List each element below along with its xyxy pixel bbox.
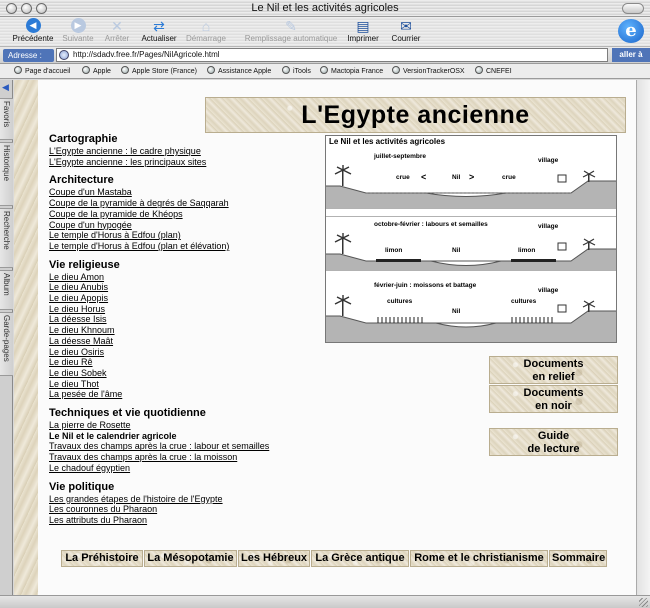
favorite-label: iTools [293,68,311,75]
tab-recherche[interactable] [0,208,13,268]
toc-link[interactable]: Coupe de la pyramide de Khéops [49,208,183,219]
button-label: Guide [537,430,570,442]
autofill-icon: ✎ [285,18,297,34]
toc-link[interactable]: Le dieu Osiris [49,346,105,357]
favorites-bar [0,64,650,79]
button-label: Documents [523,358,584,370]
diagram-label: limon [518,247,536,254]
resize-grip-icon[interactable] [639,598,648,607]
refresh-label: Actualiser [141,34,177,43]
toc-link[interactable]: Le dieu Rê [49,357,93,368]
section-title: Architecture [49,174,114,187]
nav-prehistoire[interactable]: La Préhistoire [61,550,143,567]
favorite-globe-icon [392,66,400,74]
nile-diagram [325,135,617,343]
diagram-label: limon [385,247,403,254]
toc-link[interactable]: Le dieu Thot [49,378,99,389]
browser-toolbar [0,17,650,46]
forward-label: Suivante [62,34,94,43]
forward-arrow-icon: ▶ [71,18,86,33]
button-label: en noir [535,400,572,412]
documents-relief-button[interactable] [489,356,618,384]
toc-link[interactable]: Le chadouf égyptien [49,462,131,473]
diagram-label: village [538,223,559,230]
back-arrow-icon: ◀ [26,18,41,33]
explorer-bar-toggle-icon[interactable]: ◀ [2,82,9,92]
favorite-link[interactable] [392,66,465,75]
back-label: Précédente [12,34,54,43]
diagram-arrow: < [421,172,427,182]
toc-link[interactable]: La pesée de l'âme [49,389,123,400]
print-label: Imprimer [347,34,379,43]
button-label: en relief [532,371,575,383]
go-button[interactable]: aller à [612,48,650,62]
toc-link[interactable]: Le dieu Amon [49,271,105,282]
explorer-side-tabs [0,80,13,595]
address-label: Adresse : [3,49,54,62]
season-label: juillet-septembre [374,153,427,160]
page-banner: L'Egypte ancienne [205,97,626,133]
toc-link[interactable]: L'Egypte ancienne : les principaux sites [49,156,207,167]
diagram-label: crue [396,174,410,181]
favorite-globe-icon [121,66,129,74]
favorite-link[interactable] [475,66,512,75]
toc-link[interactable]: Le dieu Apopis [49,293,109,304]
toc-link[interactable]: Les attributs du Pharaon [49,514,148,525]
nav-rome-christianisme[interactable]: Rome et le christianisme [410,550,548,567]
toc-link[interactable]: Travaux des champs après la crue : la moisson [49,452,238,463]
season-label: octobre-février : labours et semailles [374,221,488,228]
toc-link[interactable]: Le dieu Horus [49,303,106,314]
toc-link[interactable]: L'Egypte ancienne : le cadre physique [49,146,201,156]
diagram-label: village [538,157,559,164]
diagram-label: cultures [387,298,413,305]
favorite-globe-icon [82,66,90,74]
section-title: Vie politique [49,480,115,493]
autofill-button[interactable] [242,18,340,43]
favorite-link[interactable] [82,66,111,75]
favorite-link[interactable] [14,66,70,75]
diagram-panel-ploughing [326,216,616,282]
tab-historique[interactable] [0,142,13,206]
mail-envelope-icon: ✉ [400,18,412,34]
favorite-globe-icon [207,66,215,74]
home-button[interactable] [184,18,228,43]
toc-link[interactable]: Les grandes étapes de l'histoire de l'Egypte [49,493,223,504]
tab-label: Recherche [2,211,11,250]
favorite-label: VersionTrackerOSX [403,68,465,75]
tab-label: Garde-pages [2,315,11,362]
toc-link[interactable]: Le dieu Sobek [49,367,107,378]
favorite-label: Apple Store (France) [132,68,197,75]
toc-link[interactable]: Le dieu Khnoum [49,325,115,336]
section-title: Vie religieuse [49,258,120,271]
stop-x-icon: ✕ [111,18,123,34]
favorite-globe-icon [475,66,483,74]
favorite-label: Apple [93,68,111,75]
season-label: février-juin : moissons et battage [374,282,477,289]
toc-link[interactable]: Le temple d'Horus à Edfou (plan) [49,230,181,241]
current-page-label: Le Nil et le calendrier agricole [49,430,177,441]
toc-link[interactable]: Coupe d'un hypogée [49,219,132,230]
print-button[interactable] [344,18,382,43]
web-page-content [14,80,636,595]
page-globe-icon [59,50,69,60]
diagram-panel-harvest [326,278,616,344]
forward-button[interactable] [60,18,96,43]
autofill-label: Remplissage automatique [244,34,338,43]
toc-link[interactable]: Le dieu Anubis [49,282,109,293]
section-title: Cartographie [49,133,118,145]
nav-grece-antique[interactable]: La Grèce antique [311,550,409,567]
favorite-label: CNEFEI [486,68,512,75]
mail-button[interactable] [388,18,424,43]
internet-explorer-logo-icon[interactable]: e [618,19,644,43]
diagram-label: crue [502,174,516,181]
diagram-label: Nil [452,247,461,254]
home-label: Démarrage [185,34,226,43]
address-bar [0,46,650,64]
tab-album[interactable] [0,270,13,310]
guide-lecture-button[interactable] [489,428,618,456]
documents-noir-button[interactable] [489,385,618,413]
diagram-title: Le Nil et les activités agricoles [329,137,446,146]
toc-link[interactable]: Le temple d'Horus à Edfou (plan et élévation) [49,240,230,251]
diagram-label: cultures [511,298,537,305]
diagram-label: Nil [452,308,461,315]
favorite-link[interactable] [320,66,383,75]
favorite-label: Assistance Apple [218,68,272,75]
toolbar-toggle-button[interactable] [622,3,644,14]
toc-link[interactable]: La pierre de Rosette [49,420,131,431]
window-title: Le Nil et les activités agricoles [251,2,399,14]
toc-link[interactable]: La déesse Isis [49,314,107,325]
favorite-link[interactable] [282,66,311,75]
favorite-link[interactable] [207,66,271,75]
refresh-button[interactable] [138,18,180,43]
table-of-contents [49,133,339,526]
favorite-globe-icon [282,66,290,74]
nav-sommaire[interactable]: Sommaire [549,550,607,567]
tab-garde-pages[interactable] [0,312,13,376]
toc-link[interactable]: Coupe d'un Mastaba [49,187,132,198]
diagram-label: Nil [452,174,461,181]
nav-hebreux[interactable]: Les Hébreux [238,550,310,567]
status-bar [0,595,650,608]
favorite-label: Mactopia France [331,68,384,75]
home-icon: ⌂ [201,18,211,34]
refresh-icon: ⇄ [153,18,165,34]
button-label: de lecture [527,443,580,455]
diagram-label: village [538,287,559,294]
tab-label: Favoris [2,101,11,128]
favorite-globe-icon [320,66,328,74]
toc-link[interactable]: La déesse Maât [49,335,114,346]
button-label: Documents [523,387,584,399]
nav-mesopotamie[interactable]: La Mésopotamie [144,550,237,567]
favorite-label: Page d'accueil [25,68,71,75]
section-title: Techniques et vie quotidienne [49,407,206,420]
tab-label: Historique [2,145,11,182]
back-button[interactable] [12,18,54,43]
favorite-link[interactable] [121,66,197,75]
printer-icon: ▤ [356,18,370,34]
toc-link[interactable]: Coupe de la pyramide à degrés de Saqqarah [49,198,229,209]
mail-label: Courrier [391,34,421,43]
stop-label: Arrêter [104,34,130,43]
diagram-arrow: > [469,172,475,182]
tab-label: Album [2,273,11,296]
address-input[interactable]: http://sdadv.free.fr/Pages/NilAgricole.html [56,48,608,62]
stop-button[interactable] [102,18,132,43]
vertical-scrollbar[interactable] [636,80,650,595]
favorite-globe-icon [14,66,22,74]
window-titlebar [0,0,650,17]
toc-link[interactable]: Les couronnes du Pharaon [49,504,158,515]
diagram-panel-flood [326,148,616,214]
tab-favoris[interactable] [0,98,13,140]
toc-link[interactable]: Travaux des champs après la crue : labour et semailles [49,441,270,452]
